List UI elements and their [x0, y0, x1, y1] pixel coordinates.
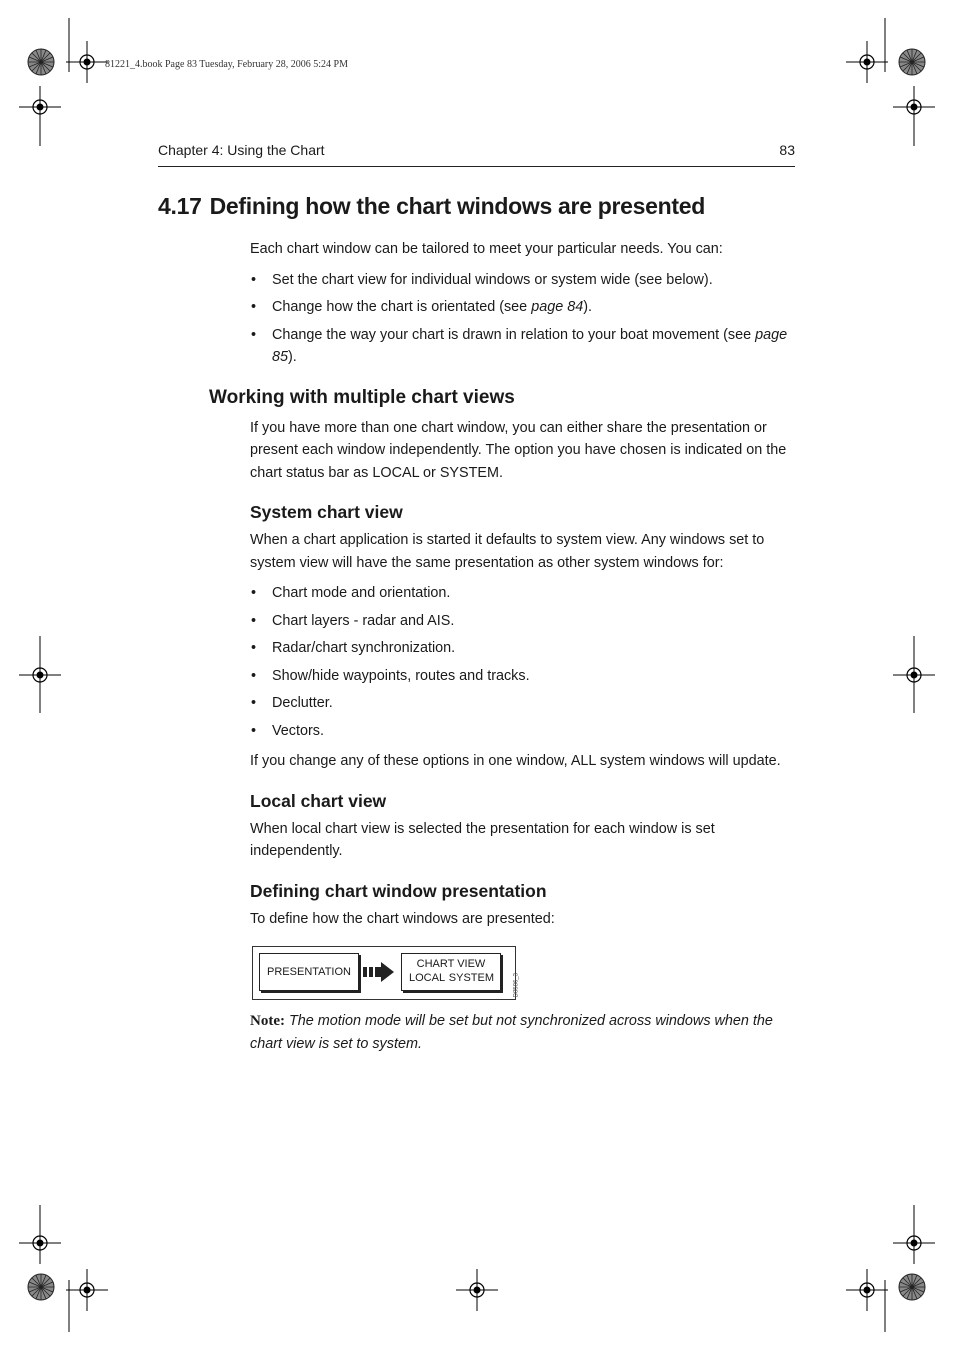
system-view-bullet-list: [250, 582, 795, 742]
section-title: Defining how the chart windows are presented: [209, 193, 706, 219]
running-header: [158, 142, 795, 167]
local-view-body: When local chart view is selected the presentation for each window is set independently.: [250, 820, 715, 859]
bullet-icon: •: [251, 585, 257, 601]
presentation-softkey[interactable]: PRESENTATION: [259, 953, 359, 991]
section-number: 4.17: [158, 193, 202, 219]
list-item: • Vectors.: [250, 720, 795, 743]
bullet-icon: •: [251, 695, 257, 711]
section-heading: [158, 193, 798, 220]
note: [250, 1010, 795, 1055]
list-item: • Change how the chart is orientated (see page 84).: [250, 296, 795, 319]
option-local: LOCAL: [409, 972, 446, 984]
section-intro: Each chart window can be tailored to meet your particular needs. You can:: [250, 241, 723, 257]
system-view-footer: If you change any of these options in one window, ALL system windows will update.: [250, 753, 781, 769]
page-reference-link[interactable]: page 85: [272, 326, 788, 365]
intro-bullet-list: [250, 269, 795, 369]
bullet-icon: •: [251, 667, 257, 684]
bullet-icon: •: [251, 722, 257, 739]
bullet-icon: •: [251, 299, 257, 315]
page-number: 83: [779, 142, 795, 158]
bullet-icon: •: [251, 612, 257, 629]
book-file-info: 81221_4.book Page 83 Tuesday, February 28, 2006 5:24 PM: [105, 59, 348, 70]
bullet-icon: •: [251, 640, 257, 656]
subsection-heading-multiple-views: Working with multiple chart views: [209, 386, 515, 408]
page-reference-link[interactable]: page 84: [531, 299, 584, 315]
heading-defining-presentation: Defining chart window presentation: [250, 880, 547, 901]
page-content: [158, 193, 798, 1055]
list-item: • Show/hide waypoints, routes and tracks.: [250, 665, 795, 688]
heading-system-chart-view: System chart view: [250, 502, 403, 522]
list-item: • Chart mode and orientation.: [250, 582, 795, 605]
softkey-diagram: [252, 946, 519, 1000]
heading-local-chart-view: Local chart view: [250, 790, 387, 811]
chart-view-softkey[interactable]: [401, 953, 501, 991]
system-view-body: When a chart application is started it defaults to system view. Any windows set to system view will have the same presentation as other system windows for:: [250, 532, 765, 571]
chart-view-label: CHART VIEW: [416, 958, 486, 970]
list-item: • Declutter.: [250, 692, 795, 715]
list-item: • Change the way your chart is drawn in relation to your boat movement (see page 85).: [250, 324, 795, 369]
multiple-views-body: If you have more than one chart window, you can either share the presentation or present each window independently. The option you have chosen is indicated on the chart status bar as LOCAL or SYSTEM.: [250, 419, 787, 481]
note-text: The motion mode will be set but not synchronized across windows when the chart view is set to system.: [250, 1013, 773, 1052]
list-item: • Chart layers - radar and AIS.: [250, 610, 795, 633]
arrow-right-icon: [363, 961, 395, 983]
defining-body: To define how the chart windows are presented:: [250, 910, 555, 927]
chapter-title: Chapter 4: Using the Chart: [158, 142, 325, 158]
option-system: SYSTEM: [448, 972, 494, 984]
diagram-code: D8586_3: [513, 973, 519, 998]
bullet-icon: •: [251, 326, 257, 343]
list-item: • Radar/chart synchronization.: [250, 637, 795, 660]
list-item: • Set the chart view for individual windows or system wide (see below).: [250, 269, 795, 292]
note-label: Note:: [250, 1013, 285, 1029]
bullet-icon: •: [251, 271, 257, 288]
